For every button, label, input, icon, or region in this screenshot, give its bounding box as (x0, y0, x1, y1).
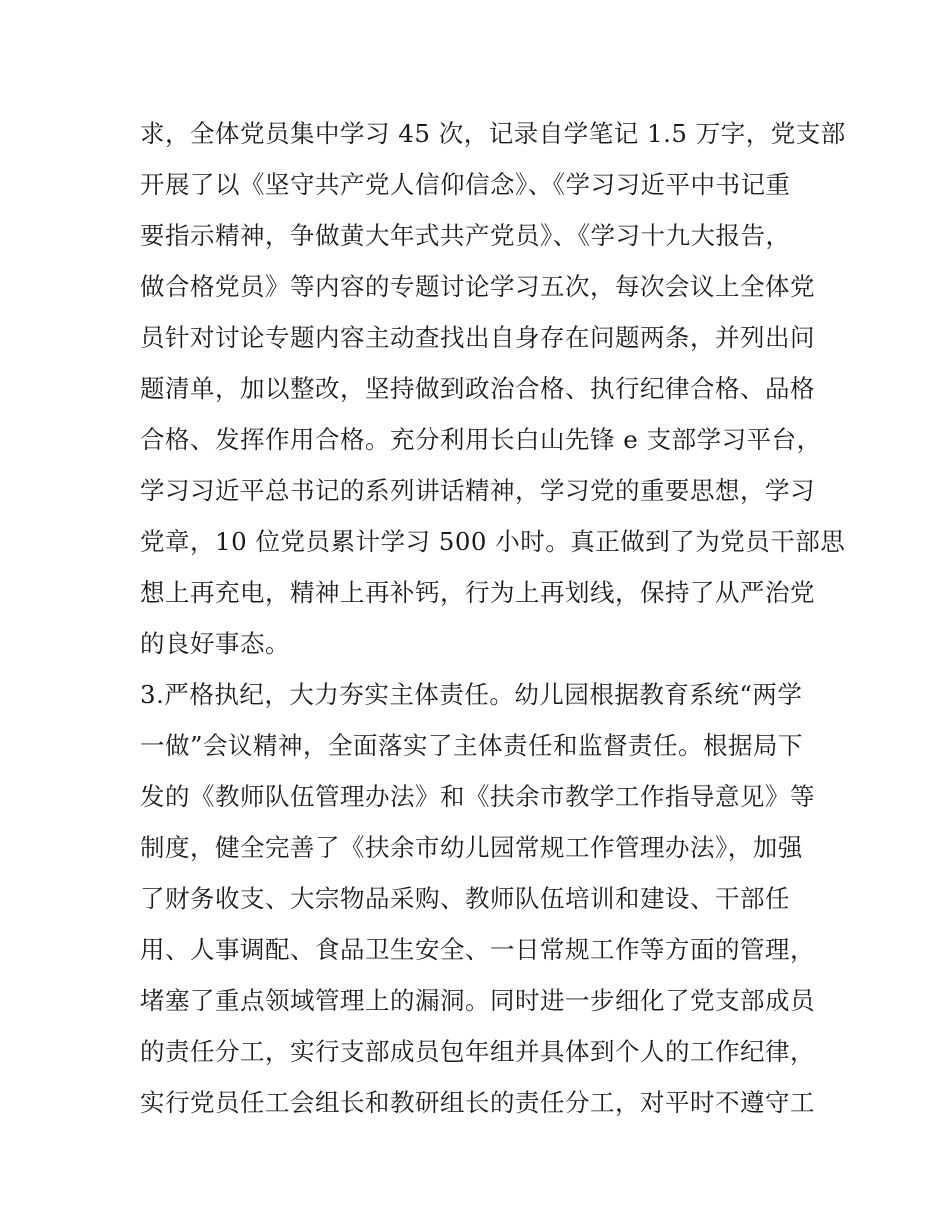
text-line: 制度，健全完善了《扶余市幼儿园常规工作管理办法》，加强 (140, 833, 803, 862)
text-line: 员针对讨论专题内容主动查找出自身存在问题两条，并列出问 (140, 323, 815, 352)
text-line: 的良好事态。 (140, 629, 290, 658)
text-line: 做合格党员》等内容的专题讨论学习五次，每次会议上全体党 (140, 272, 815, 301)
text-line: 求，全体党员集中学习 45 次，记录自学笔记 1.5 万字，党支部 (140, 119, 846, 148)
text-line: 发的《教师队伍管理办法》和《扶余市教学工作指导意见》等 (140, 782, 815, 811)
text-line: 3.严格执纪，大力夯实主体责任。幼儿园根据教育系统“两学 (140, 680, 803, 709)
text-line: 实行党员任工会组长和教研组长的责任分工，对平时不遵守工 (140, 1088, 815, 1117)
text-line: 堵塞了重点领域管理上的漏洞。同时进一步细化了党支部成员 (140, 986, 815, 1015)
text-line: 党章，10 位党员累计学习 500 小时。真正做到了为党员干部思 (140, 527, 846, 556)
text-line: 开展了以《坚守共产党人信仰信念》、《学习习近平中书记重 (140, 170, 791, 199)
text-line: 的责任分工，实行支部成员包年组并具体到个人的工作纪律， (140, 1037, 815, 1066)
text-line: 了财务收支、大宗物品采购、教师队伍培训和建设、干部任 (140, 884, 790, 913)
text-line: 要指示精神，争做黄大年式共产党员》、《学习十九大报告， (140, 221, 791, 250)
text-line: 一做”会议精神，全面落实了主体责任和监督责任。根据局下 (140, 731, 804, 760)
text-line: 用、人事调配、食品卫生安全、一日常规工作等方面的管理， (140, 935, 815, 964)
text-line: 想上再充电，精神上再补钙，行为上再划线，保持了从严治党 (140, 578, 815, 607)
text-line: 题清单，加以整改，坚持做到政治合格、执行纪律合格、品格 (140, 374, 815, 403)
body-text (140, 108, 846, 1128)
text-line: 合格、发挥作用合格。充分利用长白山先锋 e 支部学习平台， (140, 425, 822, 454)
text-line: 学习习近平总书记的系列讲话精神，学习党的重要思想，学习 (140, 476, 815, 505)
